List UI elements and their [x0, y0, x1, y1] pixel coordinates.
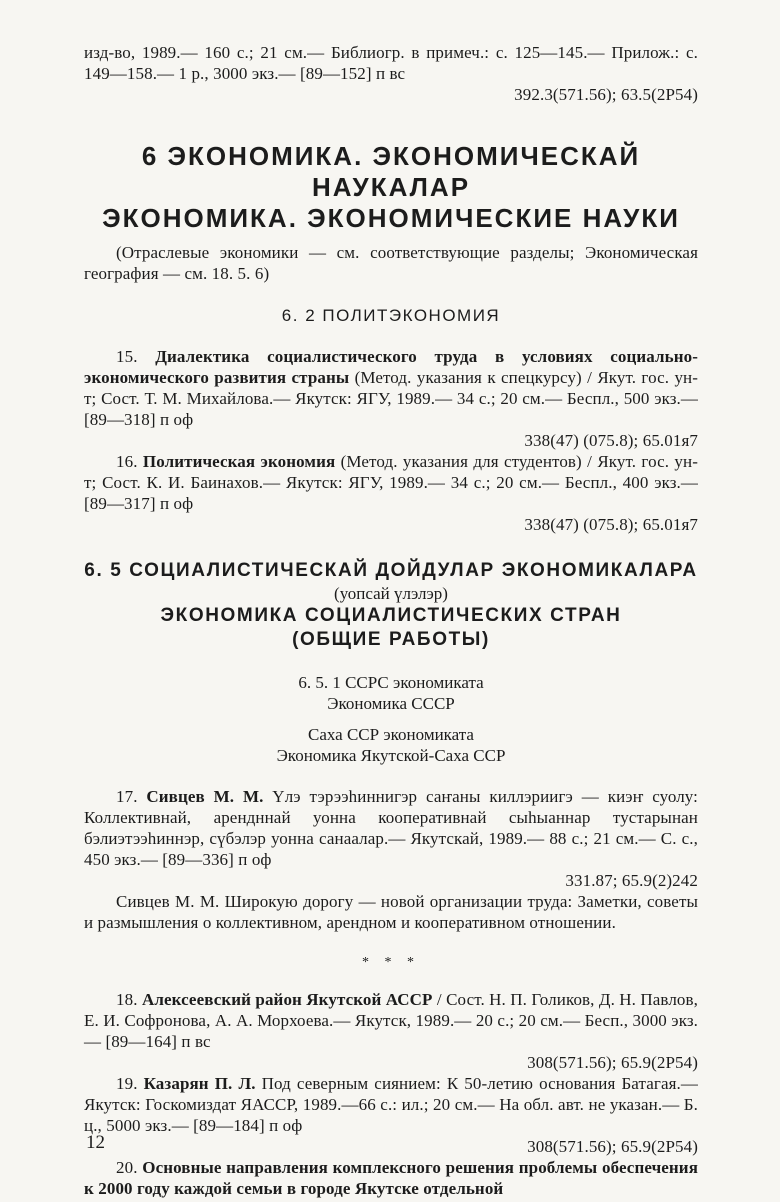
section-6-title-line2: ЭКОНОМИКА. ЭКОНОМИЧЕСКИЕ НАУКИ	[102, 203, 680, 233]
section-6-5-1-line3: Саха ССР экономиката	[308, 725, 474, 744]
section-6-heading	[84, 141, 698, 234]
entry-19-number: 19.	[116, 1074, 138, 1093]
section-6-5-title-line4: (ОБЩИЕ РАБОТЫ)	[292, 629, 490, 650]
entry-15	[84, 346, 698, 451]
page-number: 12	[86, 1132, 105, 1153]
entry-15-codes: 338(47) (075.8); 65.01я7	[524, 431, 698, 450]
section-6-5-title-line3: ЭКОНОМИКА СОЦИАЛИСТИЧЕСКИХ СТРАН	[160, 605, 622, 626]
entry-17-translation: Сивцев М. М. Широкую дорогу — новой организации труда: Заметки, советы и размышления о коллективном, арендном и кооперативном отношении.	[84, 892, 698, 932]
section-6-5-1-line4: Экономика Якутской-Саха ССР	[276, 746, 506, 765]
entry-19-codes: 308(571.56); 65.9(2Р54)	[527, 1137, 698, 1156]
entry-17-codes: 331.87; 65.9(2)242	[565, 871, 698, 890]
section-6-2-title: 6. 2 ПОЛИТЭКОНОМИЯ	[281, 306, 501, 325]
entry-16-title: Политическая экономия	[142, 452, 336, 471]
entry-15-title: Диалектика социалистического труда в условиях социально-экономического развития страны	[84, 347, 698, 387]
entry-16-codes: 338(47) (075.8); 65.01я7	[524, 515, 698, 534]
entry-20	[84, 1157, 698, 1199]
entry-18-title: Алексеевский район Якутской АССР	[141, 990, 433, 1009]
entry-16-rest: (Метод. указания для студентов) / Якут. гос. ун-т; Сост. К. И. Баинахов.— Якутск: ЯГУ, 1989.— 34 с.; 20 см.— Беспл., 400 экз.— [89—317] п оф	[84, 452, 698, 513]
entry-20-title: Основные направления комплексного решения проблемы обеспечения к 2000 году каждой семьи в городе Якутске отдельной	[84, 1158, 698, 1198]
entry-18-number: 18.	[116, 990, 138, 1009]
entry-15-number: 15.	[116, 347, 138, 366]
entry-17-rest: Үлэ тэрээһиннигэр саҥаны киллэриигэ — киэҥ суолу: Коллективнай, арендннай уонна кооперативнай сыһыаннар тустарынан бэлиэтээһиннэр, сүбэлэр уонна санаалар.— Якутскай, 1989.— 88 с.; 21 см.— С. с., 450 экз.— [89—336] п оф	[84, 787, 698, 869]
entry-19	[84, 1073, 698, 1157]
section-6-5-1-line2: Экономика СССР	[327, 694, 455, 713]
entry-19-rest: Под северным сиянием: К 50-летию основания Батагая.— Якутск: Госкомиздат ЯАССР, 1989.—66 с.: ил.; 20 см.— На обл. авт. не указан.— Б. ц., 5000 экз.— [89—184] п оф	[84, 1074, 698, 1135]
entry-17-author: Сивцев М. М.	[146, 787, 264, 806]
section-6-5-1-heading	[84, 672, 698, 766]
document-page	[84, 42, 698, 1199]
entry-19-author: Казарян П. Л.	[143, 1074, 256, 1093]
entry-18	[84, 989, 698, 1073]
section-6-title-line1: 6 ЭКОНОМИКА. ЭКОНОМИЧЕСКАЙ НАУКАЛАР	[141, 141, 641, 202]
entry-16-number: 16.	[116, 452, 138, 471]
entry-17	[84, 786, 698, 933]
entry-16	[84, 451, 698, 535]
top-entry	[84, 42, 698, 105]
section-6-5-title-line1: 6. 5 СОЦИАЛИСТИЧЕСКАЙ ДОЙДУЛАР ЭКОНОМИКАЛАРА	[84, 560, 698, 581]
entry-20-number: 20.	[116, 1158, 138, 1177]
separator-stars: * * *	[362, 955, 420, 970]
section-6-5-heading	[84, 559, 698, 652]
section-6-5-1-line1: 6. 5. 1 ССРС экономиката	[298, 673, 484, 692]
section-6-note: (Отраслевые экономики — см. соответствующие разделы; Экономическая география — см. 18. 5. 6)	[84, 243, 698, 283]
entry-17-number: 17.	[116, 787, 138, 806]
entry-18-codes: 308(571.56); 65.9(2Р54)	[527, 1053, 698, 1072]
top-entry-codes: 392.3(571.56); 63.5(2Р54)	[514, 85, 698, 104]
section-6-5-title-line2: (уопсай үлэлэр)	[334, 584, 448, 603]
entry-18-rest: / Сост. Н. П. Голиков, Д. Н. Павлов, Е. И. Софронова, А. А. Морхоева.— Якутск, 1989.— 20 с.; 20 см.— Бесп., 3000 экз.— [89—164] п вс	[84, 990, 698, 1051]
top-entry-text: изд-во, 1989.— 160 с.; 21 см.— Библиогр. в примеч.: с. 125—145.— Прилож.: с. 149—158.— 1 р., 3000 экз.— [89—152] п вс	[84, 43, 698, 83]
entry-15-rest: (Метод. указания к спецкурсу) / Якут. гос. ун-т; Сост. Т. М. Михайлова.— Якутск: ЯГУ, 1989.— 34 с.; 20 см.— Беспл., 500 экз.— [89—318] п оф	[84, 368, 699, 429]
